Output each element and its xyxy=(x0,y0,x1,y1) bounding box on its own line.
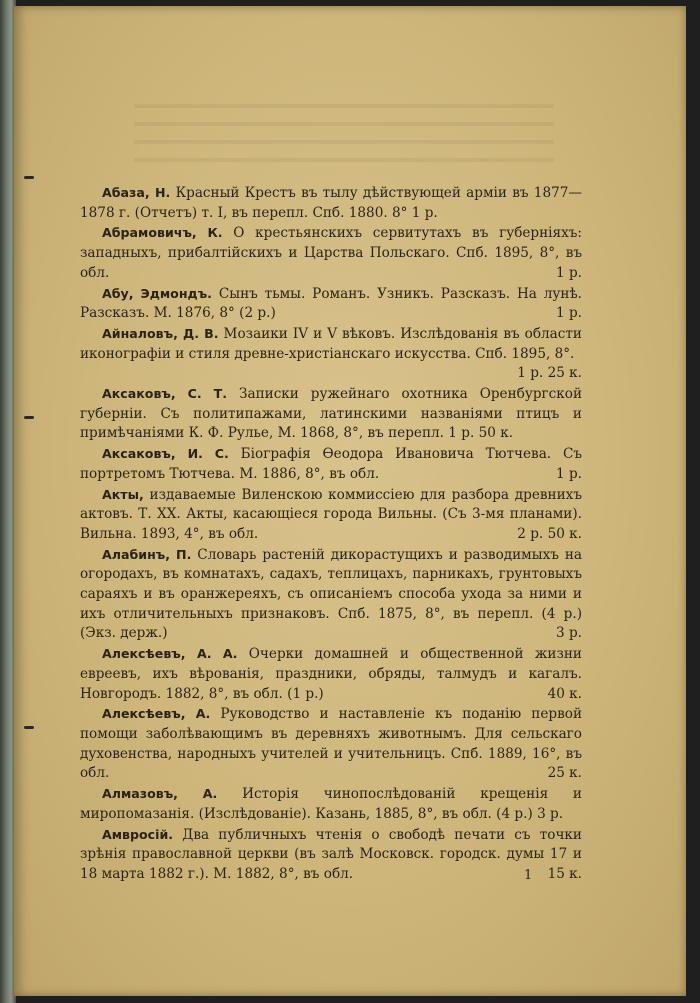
entry-description: Очерки домашней и общественной жизни евреевъ, ихъ вѣрованія, праздники, обряды, талмудъ и кагалъ. Новгородъ. 1882, 8°, въ обл. (1 р.) xyxy=(80,646,582,702)
catalog-entries xyxy=(80,183,582,885)
catalog-entry xyxy=(80,183,582,223)
binding-stitch xyxy=(24,416,34,419)
entry-author: Акты, xyxy=(102,486,144,502)
entry-price: 2 р. 50 к. xyxy=(517,525,582,542)
entry-description: Два публичныхъ чтенія о свободѣ печати съ точки зрѣнія православной церкви (въ залѣ Московск. городск. думы 17 и 18 марта 1882 г.). М. 1882, 8°, въ обл. xyxy=(80,826,582,882)
entry-author: Абаза, Н. xyxy=(102,185,171,200)
catalog-entry xyxy=(80,284,582,324)
entry-description: Руководство и наставленіе къ поданію первой помощи заболѣвающимъ въ деревняхъ животнымъ. Для сельскаго духовенства, народныхъ учителей и учительницъ. Спб. 1889, 16°, въ обл. xyxy=(80,706,583,782)
catalog-entry xyxy=(80,545,582,645)
entry-price: 1 р. xyxy=(556,305,582,322)
entry-author: Алабинъ, П. xyxy=(102,546,192,562)
entry-price: 40 к. xyxy=(547,685,582,702)
entry-price: 25 к. xyxy=(547,765,582,782)
entry-author: Аксаковъ, С. Т. xyxy=(102,386,228,402)
catalog-entry xyxy=(80,704,582,784)
catalog-entry xyxy=(80,444,582,484)
entry-author: Абу, Эдмондъ. xyxy=(102,285,212,301)
entry-description: Біографія Ѳеодора Ивановича Тютчева. Съ портретомъ Тютчева. М. 1886, 8°, въ обл. xyxy=(80,446,583,482)
entry-author: Алмазовъ, А. xyxy=(102,786,218,802)
catalog-entry xyxy=(80,485,582,545)
entry-description: Исторія чинопослѣдованій крещенія и миропомазанія. (Изслѣдованіе). Казань, 1885, 8°, въ обл. (4 р.) 3 р. xyxy=(80,786,582,822)
entry-description: О крестьянскихъ сервитутахъ въ губерніяхъ: западныхъ, прибалтійскихъ и Царства Польскаго. Спб. 1895, 8°, въ обл. xyxy=(80,225,583,281)
entry-price: 15 к. xyxy=(547,865,582,882)
entry-description: издаваемые Виленскою коммиссіею для разбора древнихъ актовъ. Т. XX. Акты, касающіеся города Вильны. (Съ 3-мя планами). Вильна. 1893, 4°, въ обл. xyxy=(80,486,582,542)
entry-description: Красный Крестъ въ тылу дѣйствующей арміи въ 1877—1878 г. (Отчетъ) т. I, въ перепл. Спб. 1880. 8° 1 р. xyxy=(80,185,582,221)
entry-author: Аксаковъ, И. С. xyxy=(102,446,229,462)
entry-price: 1 р. xyxy=(556,465,582,482)
binding-stitch xyxy=(24,176,34,179)
entry-description: Сынъ тьмы. Романъ. Узникъ. Разсказъ. На лунѣ. Разсказъ. М. 1876, 8° (2 р.) xyxy=(80,285,582,322)
entry-description: Записки ружейнаго охотника Оренбургской губерніи. Съ политипажами, латинскими названіями птицъ и примѣчаніями К. Ф. Рулье, М. 1868, 8°, въ перепл. 1 р. 50 к. xyxy=(80,386,583,442)
bleed-through-text xyxy=(134,104,554,164)
entry-description: Мозаики IV и V вѣковъ. Изслѣдованія въ области иконографіи и стиля древне-христіанскаго искусства. Спб. 1895, 8°. xyxy=(80,325,582,362)
entry-price: 1 р. xyxy=(556,264,582,281)
entry-description: Словарь растеній дикорастущихъ и разводимыхъ на огородахъ, въ комнатахъ, садахъ, теплицахъ, парникахъ, грунтовыхъ сараяхъ и въ оранжереяхъ, съ описаніемъ способа ухода за ними и ихъ отличительныхъ признаковъ. Спб. 1875, 8°, въ перепл. (4 р.) (Экз. держ.) xyxy=(80,546,582,642)
entry-author: Алексѣевъ, А. xyxy=(102,706,211,722)
binding-stitch xyxy=(24,726,34,729)
catalog-entry xyxy=(80,644,582,704)
catalog-entry xyxy=(80,384,582,444)
catalog-entry xyxy=(80,784,582,824)
entry-author: Айналовъ, Д. В. xyxy=(102,325,219,341)
entry-price: 3 р. xyxy=(556,625,582,642)
catalog-entry xyxy=(80,324,582,384)
entry-price: 1 р. 25 к. xyxy=(517,365,582,382)
page-number: 1 xyxy=(524,868,533,883)
catalog-entry xyxy=(80,223,582,283)
entry-author: Амвросій. xyxy=(102,826,174,842)
catalog-entry xyxy=(80,825,582,885)
entry-author: Алексѣевъ, А. А. xyxy=(102,646,238,662)
entry-author: Абрамовичъ, К. xyxy=(102,225,223,241)
